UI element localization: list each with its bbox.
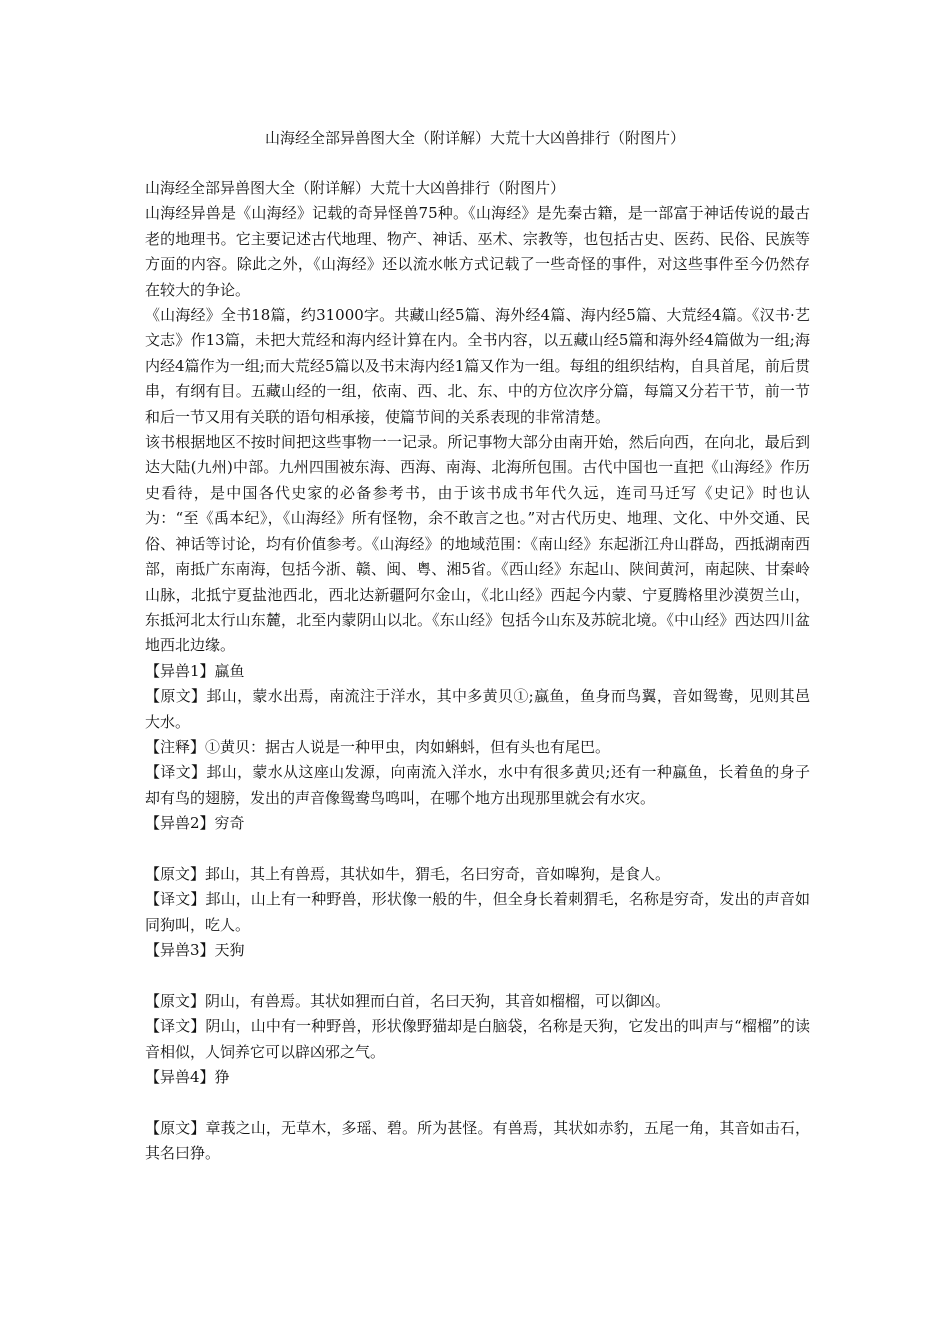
paragraph: 【原文】阴山，有兽焉。其状如狸而白首，名曰天狗，其音如榴榴，可以御凶。 <box>145 991 671 1010</box>
paragraph: 【异兽4】狰 <box>145 1068 230 1087</box>
paragraph: 【原文】邽山，蒙水出焉，南流注于洋水，其中多黄贝①;蠃鱼，鱼身而鸟翼，音如鸳鸯，见则其邑大水。 <box>145 687 810 731</box>
paragraph: 《山海经》全书18篇，约31000字。共藏山经5篇、海外经4篇、海内经5篇、大荒经4篇。《汉书·艺文志》作13篇，未把大荒经和海内经计算在内。全书内容，以五藏山经5篇和海外经4篇做为一组;海内经4篇作为一组;而大荒经5篇以及书末海内经1篇又作为一组。每组的组织结构，自具首尾，前后贯串，有纲有目。五藏山经的一组，依南、西、北、东、中的方位次序分篇，每篇又分若干节，前一节和后一节又用有关联的语句相承接，使篇节间的关系表现的非常清楚。 <box>145 306 810 426</box>
paragraph: 山海经全部异兽图大全（附详解）大荒十大凶兽排行（附图片） <box>145 179 566 197</box>
paragraph: 【异兽3】天狗 <box>145 941 245 960</box>
paragraph: 【译文】邽山，山上有一种野兽，形状像一般的牛，但全身长着刺猬毛，名称是穷奇，发出的声音如同狗叫，吃人。 <box>145 890 810 934</box>
document-title: 山海经全部异兽图大全（附详解）大荒十大凶兽排行（附图片） <box>264 129 685 147</box>
paragraph: 【译文】邽山，蒙水从这座山发源，向南流入洋水，水中有很多黄贝;还有一种蠃鱼，长着鱼的身子却有鸟的翅膀，发出的声音像鸳鸯鸟鸣叫，在哪个地方出现那里就会有水灾。 <box>145 763 810 807</box>
document-body <box>145 176 810 1167</box>
paragraph: 【原文】章莪之山，无草木，多瑶、碧。所为甚怪。有兽焉，其状如赤豹，五尾一角，其音如击石，其名曰狰。 <box>145 1118 810 1163</box>
paragraph: 【注释】①黄贝：据古人说是一种甲虫，肉如蝌蚪，但有头也有尾巴。 <box>145 737 611 756</box>
paragraph: 【译文】阴山，山中有一种野兽，形状像野猫却是白脑袋，名称是天狗，它发出的叫声与“榴榴”的读音相似，人饲养它可以辟凶邪之气。 <box>145 1017 810 1061</box>
paragraph: 【异兽2】穷奇 <box>145 814 245 833</box>
paragraph: 山海经异兽是《山海经》记载的奇异怪兽75种。《山海经》是先秦古籍，是一部富于神话传说的最古老的地理书。它主要记述古代地理、物产、神话、巫术、宗教等，也包括古史、医药、民俗、民族等方面的内容。除此之外，《山海经》还以流水帐方式记载了一些奇怪的事件，对这些事件至今仍然存在较大的争论。 <box>145 204 810 299</box>
blank-line <box>145 964 810 989</box>
paragraph: 该书根据地区不按时间把这些事物一一记录。所记事物大部分由南开始，然后向西，在向北，最后到达大陆(九州)中部。九州四围被东海、西海、南海、北海所包围。古代中国也一直把《山海经》作历史看待，是中国各代史家的必备参考书，由于该书成书年代久远，连司马迁写《史记》时也认为：“至《禹本纪》，《山海经》所有怪物，余不敢言之也。”对古代历史、地理、文化、中外交通、民俗、神话等讨论，均有价值参考。《山海经》的地域范围：《南山经》东起浙江舟山群岛，西抵湖南西部，南抵广东南海，包括今浙、赣、闽、粤、湘5省。《西山经》东起山、陕间黄河，南起陕、甘秦岭山脉，北抵宁夏盐池西北，西北达新疆阿尔金山，《北山经》西起今内蒙、宁夏腾格里沙漠贺兰山，东抵河北太行山东麓，北至内蒙阴山以北。《东山经》包括今山东及苏皖北境。《中山经》西达四川盆地西北边缘。 <box>145 433 810 655</box>
paragraph: 【异兽1】蠃鱼 <box>145 661 245 680</box>
blank-line <box>145 1091 810 1116</box>
blank-line <box>145 837 810 862</box>
paragraph: 【原文】邽山，其上有兽焉，其状如牛，猬毛，名曰穷奇，音如嗥狗，是食人。 <box>145 864 671 883</box>
